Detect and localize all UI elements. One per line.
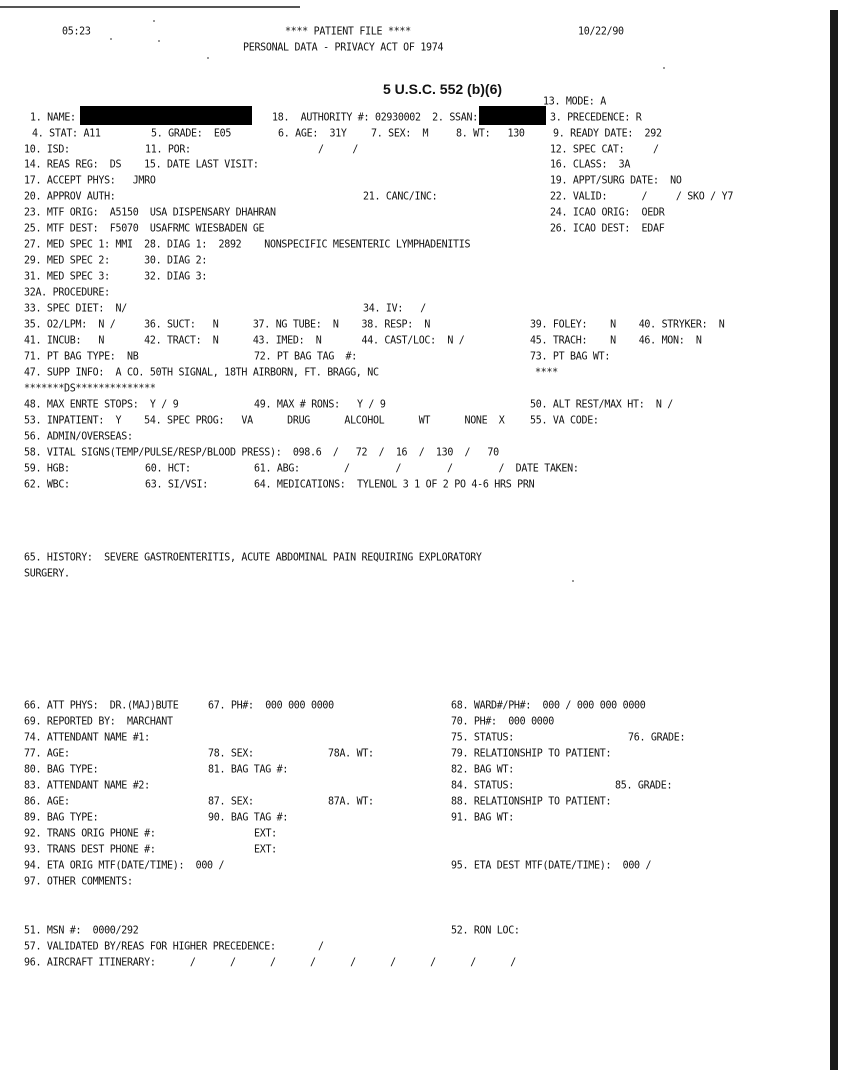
form-field-text: 17. ACCEPT PHYS: JMRO <box>24 175 156 187</box>
form-field-text: 85. GRADE: <box>615 780 673 792</box>
form-field-text: 18. AUTHORITY #: 02930002 2. SSAN: <box>272 112 478 124</box>
form-field-text: 66. ATT PHYS: DR.(MAJ)BUTE <box>24 700 179 712</box>
scan-speck <box>158 40 160 42</box>
form-field-text: 87. SEX: <box>208 796 254 808</box>
form-field-text: 50. ALT REST/MAX HT: N / <box>530 399 674 411</box>
form-field-text: 61. ABG: <box>254 463 300 475</box>
form-field-text: 59. HGB: <box>24 463 70 475</box>
form-field-text: 23. MTF ORIG: A5150 USA DISPENSARY DHAHRAN <box>24 207 276 219</box>
form-field-text: 55. VA CODE: <box>530 415 599 427</box>
form-field-text: 62. WBC: <box>24 479 70 491</box>
form-field-text: SURGERY. <box>24 568 70 580</box>
form-field-text: 26. ICAO DEST: EDAF <box>550 223 665 235</box>
form-field-text: 78A. WT: <box>328 748 374 760</box>
form-field-text: 4. STAT: A11 <box>32 128 101 140</box>
form-field-text: 7. SEX: M <box>371 128 429 140</box>
form-field-text: 74. ATTENDANT NAME #1: <box>24 732 150 744</box>
form-field-text: 6. AGE: 31Y <box>278 128 347 140</box>
form-field-text: 60. HCT: <box>145 463 191 475</box>
form-field-text: 9. READY DATE: 292 <box>553 128 662 140</box>
form-field-text: 83. ATTENDANT NAME #2: <box>24 780 150 792</box>
form-field-text: 32A. PROCEDURE: <box>24 287 110 299</box>
form-field-text: 63. SI/VSI: <box>145 479 208 491</box>
scan-speck <box>572 580 574 582</box>
form-field-text: 34. IV: / <box>363 303 426 315</box>
form-field-text: 47. SUPP INFO: A CO. 50TH SIGNAL, 18TH AIRBORN, FT. BRAGG, NC <box>24 367 379 379</box>
form-field-text: 3. PRECEDENCE: R <box>550 112 642 124</box>
top-rule <box>0 6 300 8</box>
form-field-text: 10. ISD: <box>24 144 70 156</box>
form-field-text: 24. ICAO ORIG: OEDR <box>550 207 665 219</box>
form-field-text: **** <box>535 367 558 379</box>
form-field-text: 84. STATUS: <box>451 780 514 792</box>
scan-speck <box>207 57 209 59</box>
header-subtitle: PERSONAL DATA - PRIVACY ACT OF 1974 <box>243 42 444 54</box>
form-field-text: 80. BAG TYPE: <box>24 764 99 776</box>
form-field-text: 95. ETA DEST MTF(DATE/TIME): 000 / <box>451 860 652 872</box>
ssan-redaction <box>479 106 546 125</box>
form-field-text: 64. MEDICATIONS: TYLENOL 3 1 OF 2 PO 4-6 HRS PRN <box>254 479 535 491</box>
form-field-text: 89. BAG TYPE: <box>24 812 99 824</box>
form-field-text: 72. PT BAG TAG #: <box>254 351 357 363</box>
header-title: **** PATIENT FILE **** <box>285 26 411 38</box>
form-field-text: EXT: <box>254 844 277 856</box>
form-field-text: 39. FOLEY: N 40. STRYKER: N <box>530 319 725 331</box>
scan-speck <box>110 38 112 40</box>
form-field-text: 14. REAS REG: DS 15. DATE LAST VISIT: <box>24 159 259 171</box>
form-field-text: *******DS************** <box>24 383 156 395</box>
form-field-text: 5. GRADE: E05 <box>151 128 232 140</box>
form-field-text: 22. VALID: / / SKO / Y7 <box>550 191 734 203</box>
form-field-text: 88. RELATIONSHIP TO PATIENT: <box>451 796 612 808</box>
form-field-text: 79. RELATIONSHIP TO PATIENT: <box>451 748 612 760</box>
form-field-text: 13. MODE: A <box>543 96 606 108</box>
form-field-text: 27. MED SPEC 1: MMI 28. DIAG 1: 2892 NONSPECIFIC MESENTERIC LYMPHADENITIS <box>24 239 471 251</box>
form-field-text: 21. CANC/INC: <box>363 191 438 203</box>
form-field-text: 31. MED SPEC 3: 32. DIAG 3: <box>24 271 208 283</box>
form-field-text: 71. PT BAG TYPE: NB <box>24 351 139 363</box>
form-field-text: 78. SEX: <box>208 748 254 760</box>
form-field-text: 33. SPEC DIET: N/ <box>24 303 127 315</box>
form-field-text: 8. WT: 130 <box>456 128 525 140</box>
form-field-text: 1. NAME: <box>30 112 76 124</box>
form-field-text: 67. PH#: 000 000 0000 <box>208 700 334 712</box>
form-field-text: 76. GRADE: <box>628 732 686 744</box>
form-field-text: 96. AIRCRAFT ITINERARY: / / / / / / / / / <box>24 957 516 969</box>
form-field-text: 48. MAX ENRTE STOPS: Y / 9 <box>24 399 179 411</box>
form-field-text: 20. APPROV AUTH: <box>24 191 116 203</box>
form-field-text: 68. WARD#/PH#: 000 / 000 000 0000 <box>451 700 646 712</box>
form-field-text: / / / / DATE TAKEN: <box>344 463 579 475</box>
form-field-text: 12. SPEC CAT: / <box>550 144 659 156</box>
form-field-text: 94. ETA ORIG MTF(DATE/TIME): 000 / <box>24 860 225 872</box>
form-field-text: 51. MSN #: 0000/292 <box>24 925 139 937</box>
form-field-text: / <box>318 941 324 953</box>
form-field-text: 91. BAG WT: <box>451 812 514 824</box>
form-field-text: 87A. WT: <box>328 796 374 808</box>
form-field-text: 11. POR: <box>145 144 191 156</box>
form-field-text: 86. AGE: <box>24 796 70 808</box>
form-field-text: 65. HISTORY: SEVERE GASTROENTERITIS, ACUTE ABDOMINAL PAIN REQUIRING EXPLORATORY <box>24 552 482 564</box>
form-field-text: 57. VALIDATED BY/REAS FOR HIGHER PRECEDENCE: <box>24 941 276 953</box>
form-field-text: 56. ADMIN/OVERSEAS: <box>24 431 133 443</box>
form-field-text: 69. REPORTED BY: MARCHANT <box>24 716 173 728</box>
form-field-text: 73. PT BAG WT: <box>530 351 611 363</box>
form-field-text: 90. BAG TAG #: <box>208 812 289 824</box>
form-field-text: / / <box>318 144 359 156</box>
form-field-text: 53. INPATIENT: Y 54. SPEC PROG: VA DRUG ALCOHOL WT NONE X <box>24 415 505 427</box>
form-field-text: 82. BAG WT: <box>451 764 514 776</box>
form-field-text: 29. MED SPEC 2: 30. DIAG 2: <box>24 255 208 267</box>
form-field-text: 49. MAX # RONS: Y / 9 <box>254 399 386 411</box>
form-field-text: 75. STATUS: <box>451 732 514 744</box>
form-field-text: 35. O2/LPM: N / 36. SUCT: N 37. NG TUBE: N 38. RESP: N <box>24 319 431 331</box>
name-redaction <box>80 106 252 125</box>
scan-speck <box>663 67 665 69</box>
form-field-text: EXT: <box>254 828 277 840</box>
scan-edge-bar <box>830 10 838 1070</box>
form-field-text: 41. INCUB: N 42. TRACT: N 43. IMED: N 44. CAST/LOC: N / <box>24 335 465 347</box>
form-field-text: 77. AGE: <box>24 748 70 760</box>
privacy-exemption-stamp: 5 U.S.C. 552 (b)(6) <box>383 81 503 97</box>
form-field-text: 19. APPT/SURG DATE: NO <box>550 175 682 187</box>
form-field-text: 45. TRACH: N 46. MON: N <box>530 335 702 347</box>
form-field-text: 81. BAG TAG #: <box>208 764 289 776</box>
form-field-text: 16. CLASS: 3A <box>550 159 631 171</box>
header-time: 05:23 <box>62 26 91 38</box>
form-field-text: 93. TRANS DEST PHONE #: <box>24 844 156 856</box>
form-field-text: 52. RON LOC: <box>451 925 520 937</box>
form-field-text: 58. VITAL SIGNS(TEMP/PULSE/RESP/BLOOD PRESS): 098.6 / 72 / 16 / 130 / 70 <box>24 447 499 459</box>
header-date: 10/22/90 <box>578 26 624 38</box>
scan-speck <box>153 20 155 22</box>
form-field-text: 25. MTF DEST: F5070 USAFRMC WIESBADEN GE <box>24 223 265 235</box>
form-field-text: 92. TRANS ORIG PHONE #: <box>24 828 156 840</box>
form-field-text: 97. OTHER COMMENTS: <box>24 876 133 888</box>
form-field-text: 70. PH#: 000 0000 <box>451 716 554 728</box>
